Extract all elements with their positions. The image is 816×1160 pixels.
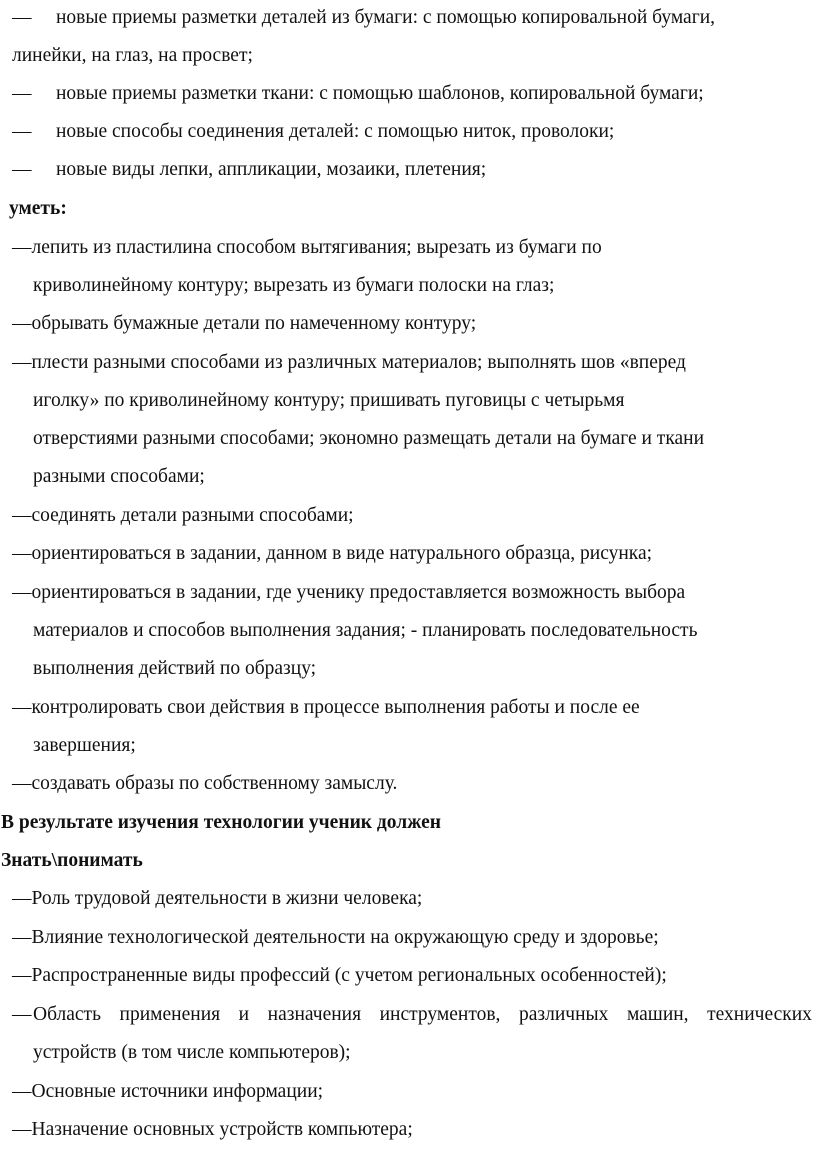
dash-marker: — bbox=[12, 313, 32, 334]
list-item: — новые способы соединения деталей: с помощью ниток, проволоки; bbox=[12, 121, 615, 142]
list-item: —ориентироваться в задании, где ученику предоставляется возможность выбора bbox=[12, 582, 686, 603]
dash-marker: — bbox=[12, 1119, 32, 1140]
list-item: —Влияние технологической деятельности на окружающую среду и здоровье; bbox=[12, 927, 659, 948]
dash-marker: — bbox=[12, 927, 32, 948]
list-item-continuation: завершения; bbox=[33, 735, 136, 756]
section-heading-umet: уметь: bbox=[9, 198, 67, 219]
list-item-continuation: отверстиями разными способами; экономно размещать детали на бумаге и ткани bbox=[33, 428, 705, 449]
list-item-continuation: линейки, на глаз, на просвет; bbox=[12, 45, 253, 66]
dash-marker: — bbox=[12, 543, 32, 564]
list-item: —соединять детали разными способами; bbox=[12, 505, 354, 526]
dash-marker: — bbox=[12, 773, 32, 794]
list-item-continuation: криволинейному контуру; вырезать из бумаги полоски на глаз; bbox=[33, 275, 555, 296]
list-item: — новые приемы разметки деталей из бумаги: с помощью копировальной бумаги, bbox=[12, 7, 716, 28]
list-item: —Назначение основных устройств компьютера; bbox=[12, 1119, 413, 1140]
list-item-continuation: устройств (в том числе компьютеров); bbox=[33, 1042, 351, 1063]
list-item: —Основные источники информации; bbox=[12, 1081, 324, 1102]
dash-marker: — bbox=[12, 582, 32, 603]
dash-marker: — bbox=[12, 1004, 32, 1025]
dash-marker: — bbox=[12, 965, 32, 986]
dash-marker: — bbox=[12, 83, 32, 104]
dash-marker: — bbox=[12, 159, 32, 180]
list-item-continuation: иголку» по криволинейному контуру; пришивать пуговицы с четырьмя bbox=[33, 390, 625, 411]
list-item-continuation: выполнения действий по образцу; bbox=[33, 658, 317, 679]
dash-marker: — bbox=[12, 888, 32, 909]
dash-marker: — bbox=[12, 237, 32, 258]
dash-marker: — bbox=[12, 352, 32, 373]
dash-marker: — bbox=[12, 121, 32, 142]
list-item: —Распространенные виды профессий (с учетом региональных особенностей); bbox=[12, 965, 667, 986]
list-item: —Роль трудовой деятельности в жизни человека; bbox=[12, 888, 423, 909]
dash-marker: — bbox=[12, 7, 32, 28]
dash-marker: — bbox=[12, 697, 32, 718]
list-item: — новые приемы разметки ткани: с помощью шаблонов, копировальной бумаги; bbox=[12, 83, 704, 104]
list-item: —создавать образы по собственному замыслу. bbox=[12, 773, 398, 794]
list-item-continuation: материалов и способов выполнения задания; - планировать последовательность bbox=[33, 620, 698, 641]
section-heading-result: В результате изучения технологии ученик должен bbox=[1, 812, 441, 833]
dash-marker: — bbox=[12, 505, 32, 526]
list-item: —контролировать свои действия в процессе выполнения работы и после ее bbox=[12, 697, 640, 718]
section-heading-know: Знать\понимать bbox=[1, 850, 143, 871]
list-item: — новые виды лепки, аппликации, мозаики, плетения; bbox=[12, 159, 487, 180]
justified-line: Область применения и назначения инструментов, различных машин, технических bbox=[33, 1004, 812, 1025]
dash-marker: — bbox=[12, 1081, 32, 1102]
list-item: —ориентироваться в задании, данном в виде натурального образца, рисунка; bbox=[12, 543, 653, 564]
list-item: —обрывать бумажные детали по намеченному контуру; bbox=[12, 313, 477, 334]
list-item: —лепить из пластилина способом вытягивания; вырезать из бумаги по bbox=[12, 237, 602, 258]
list-item: —плести разными способами из различных материалов; выполнять шов «вперед bbox=[12, 352, 686, 373]
list-item-continuation: разными способами; bbox=[33, 466, 205, 487]
